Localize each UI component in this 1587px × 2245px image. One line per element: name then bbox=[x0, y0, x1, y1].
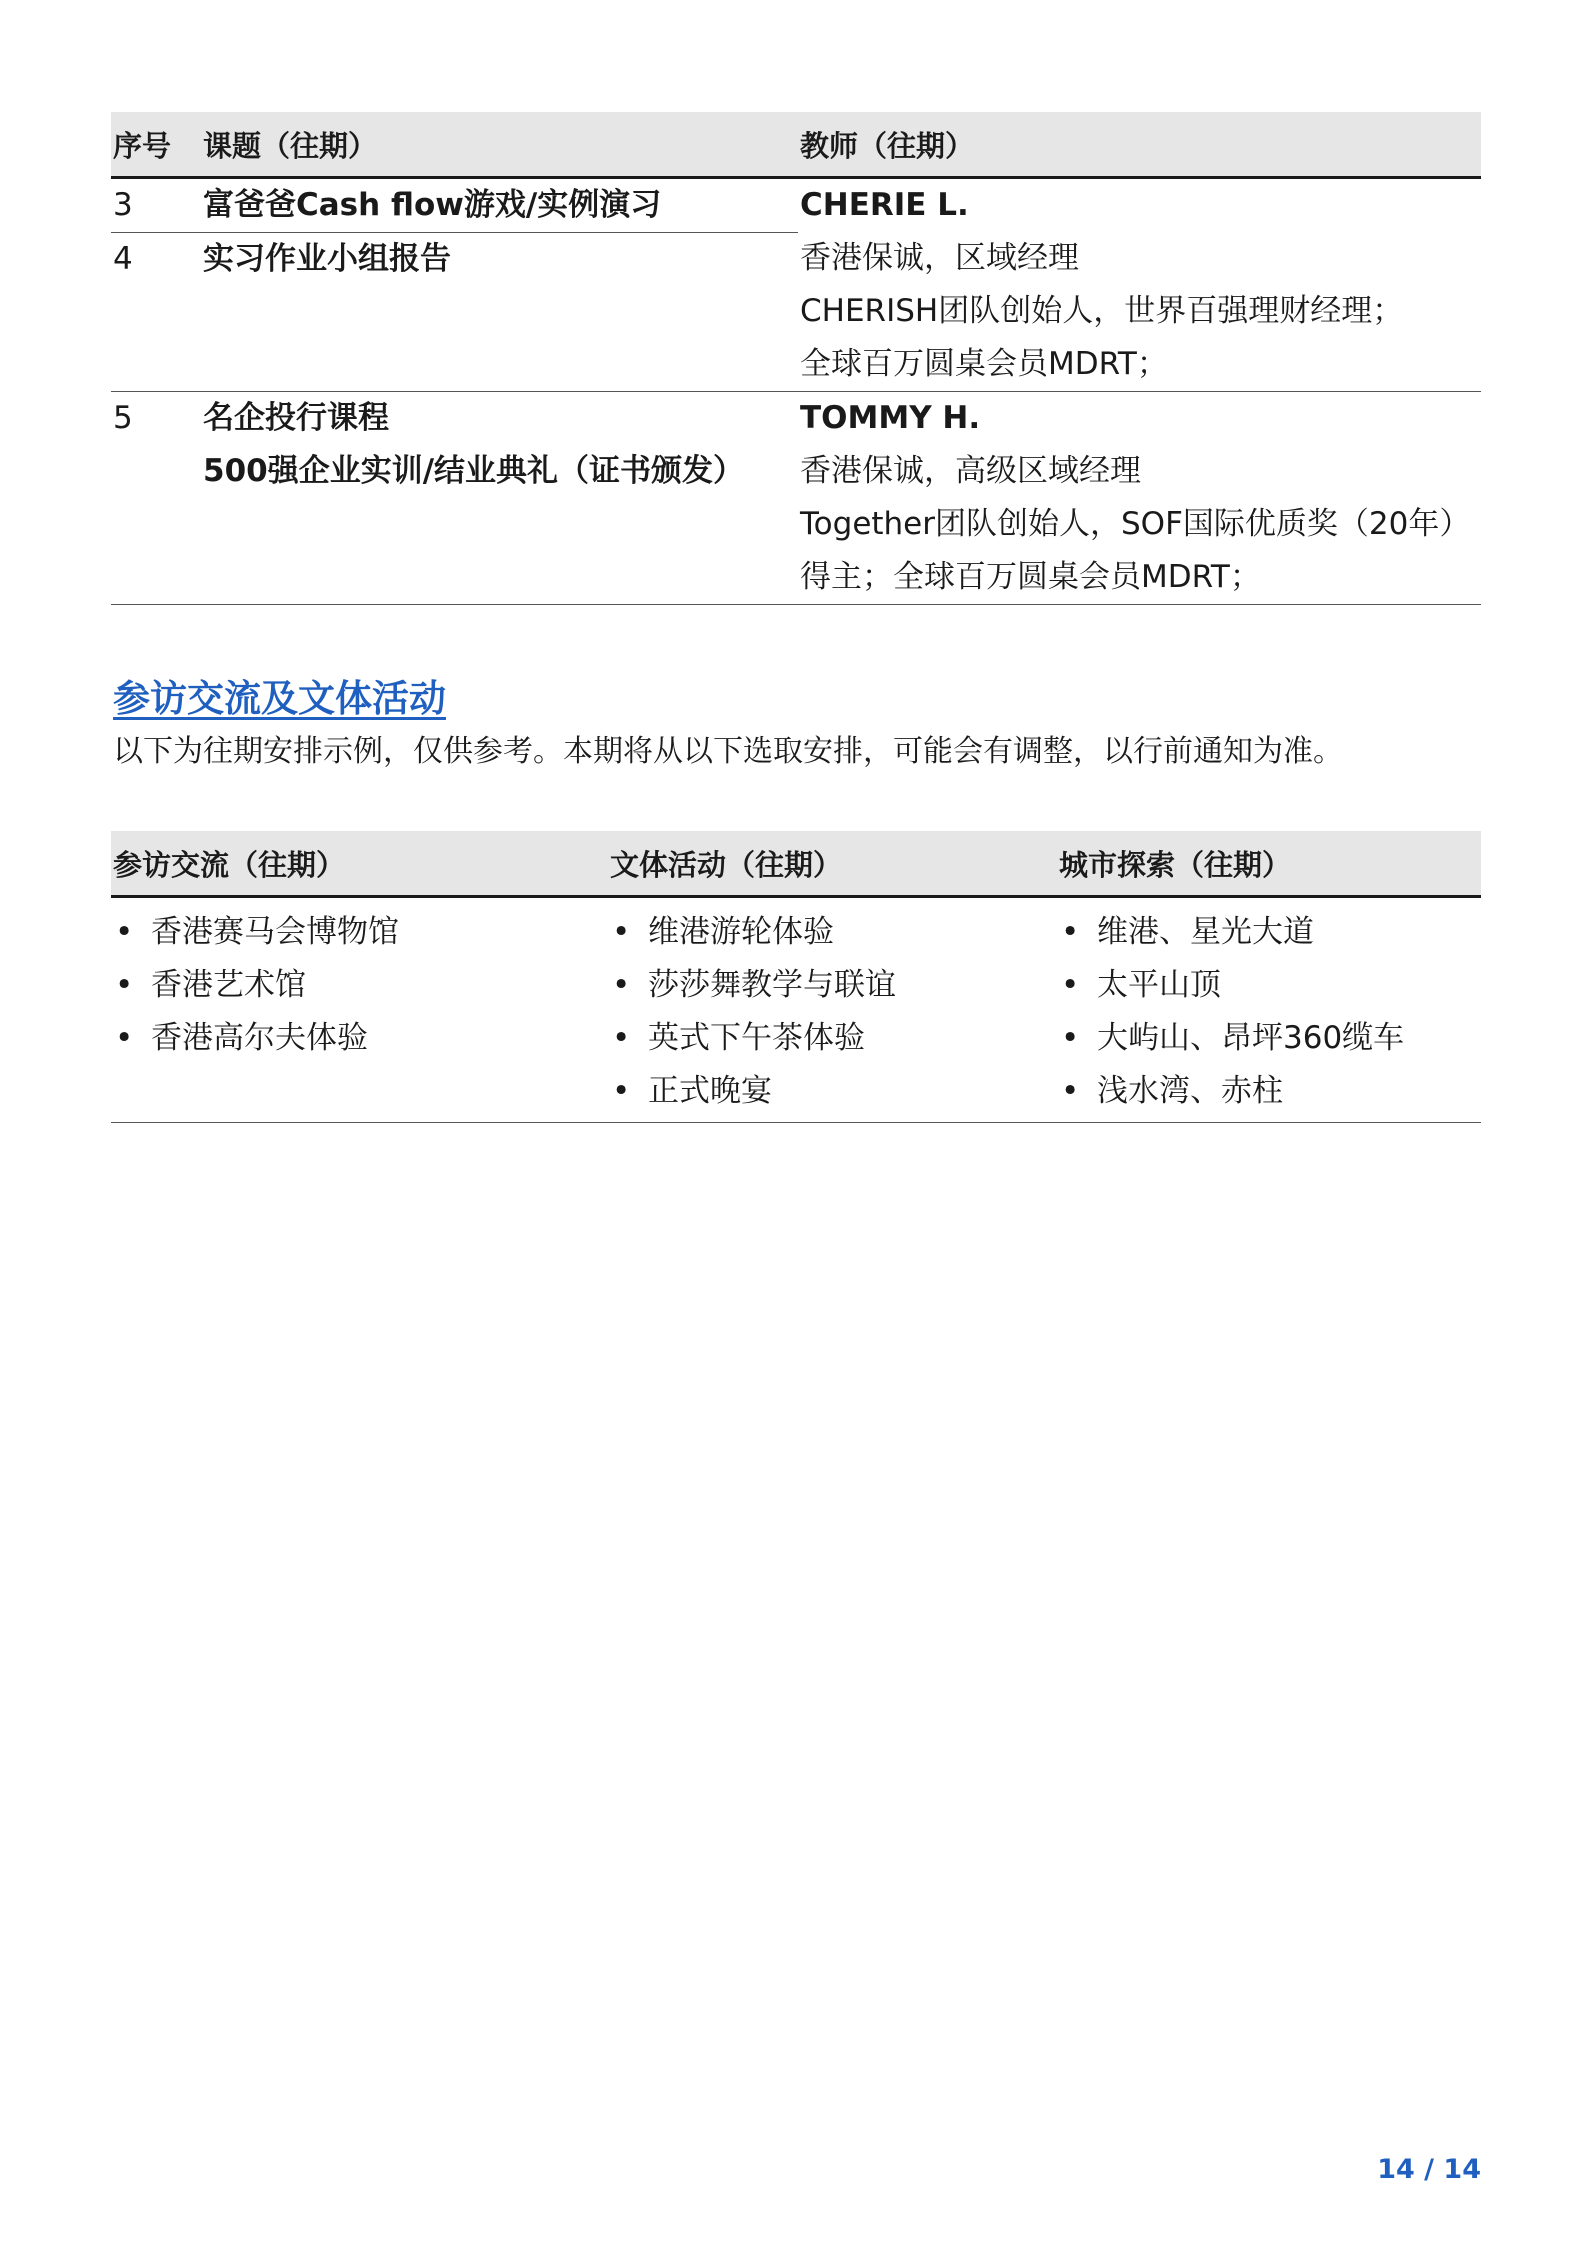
list-item: • 香港高尔夫体验 bbox=[113, 1012, 608, 1065]
activity-table-header bbox=[111, 831, 1481, 897]
list-item: • 英式下午茶体验 bbox=[610, 1012, 1057, 1065]
header-recreation: 文体活动（往期） bbox=[608, 831, 1057, 897]
teacher-cell bbox=[798, 178, 1481, 392]
course-title: 名企投行课程 bbox=[203, 400, 389, 436]
course-title: 实习作业小组报告 bbox=[203, 241, 451, 277]
course-no: 4 bbox=[113, 241, 133, 277]
header-visits: 参访交流（往期） bbox=[111, 831, 608, 897]
course-no: 5 bbox=[113, 400, 133, 436]
course-title: 500强企业实训/结业典礼（证书颁发） bbox=[203, 453, 745, 489]
activity-table bbox=[111, 831, 1481, 1123]
table-row bbox=[111, 178, 1481, 233]
list-item: • 香港艺术馆 bbox=[113, 959, 608, 1012]
section-title: 参访交流及文体活动 bbox=[113, 677, 446, 720]
teacher-cell bbox=[798, 392, 1481, 605]
list-item: • 大屿山、昂坪360缆车 bbox=[1059, 1012, 1481, 1065]
teacher-detail: 全球百万圆桌会员MDRT； bbox=[800, 346, 1168, 382]
document-page bbox=[111, 112, 1481, 1123]
table-row bbox=[111, 392, 1481, 605]
section-description: 以下为往期安排示例，仅供参考。本期将从以下选取安排，可能会有调整，以行前通知为准。 bbox=[113, 734, 1343, 769]
course-no: 3 bbox=[113, 187, 133, 223]
list-item: • 维港游轮体验 bbox=[610, 906, 1057, 959]
teacher-detail: 香港保诚，高级区域经理 bbox=[800, 453, 1141, 489]
teacher-detail: Together团队创始人，SOF国际优质奖（20年） bbox=[800, 506, 1471, 542]
city-tour-list bbox=[1059, 906, 1481, 1118]
header-city-tour: 城市探索（往期） bbox=[1057, 831, 1481, 897]
course-table bbox=[111, 112, 1481, 605]
list-item: • 维港、星光大道 bbox=[1059, 906, 1481, 959]
course-title: 富爸爸Cash flow游戏/实例演习 bbox=[203, 187, 662, 223]
teacher-detail: CHERISH团队创始人，世界百强理财经理； bbox=[800, 293, 1404, 329]
course-table-header bbox=[111, 112, 1481, 178]
list-item: • 正式晚宴 bbox=[610, 1065, 1057, 1118]
list-item: • 莎莎舞教学与联谊 bbox=[610, 959, 1057, 1012]
list-item: • 太平山顶 bbox=[1059, 959, 1481, 1012]
table-row bbox=[111, 897, 1481, 1123]
visits-list bbox=[113, 906, 608, 1065]
teacher-detail: 得主；全球百万圆桌会员MDRT； bbox=[800, 559, 1261, 595]
header-teacher: 教师（往期） bbox=[798, 112, 1481, 178]
header-topic: 课题（往期） bbox=[201, 112, 798, 178]
header-no: 序号 bbox=[111, 112, 201, 178]
list-item: • 浅水湾、赤柱 bbox=[1059, 1065, 1481, 1118]
teacher-name: CHERIE L. bbox=[800, 187, 969, 223]
recreation-list bbox=[610, 906, 1057, 1118]
page-number: 14 / 14 bbox=[1377, 2154, 1481, 2185]
teacher-name: TOMMY H. bbox=[800, 400, 981, 436]
list-item: • 香港赛马会博物馆 bbox=[113, 906, 608, 959]
teacher-detail: 香港保诚，区域经理 bbox=[800, 240, 1079, 276]
